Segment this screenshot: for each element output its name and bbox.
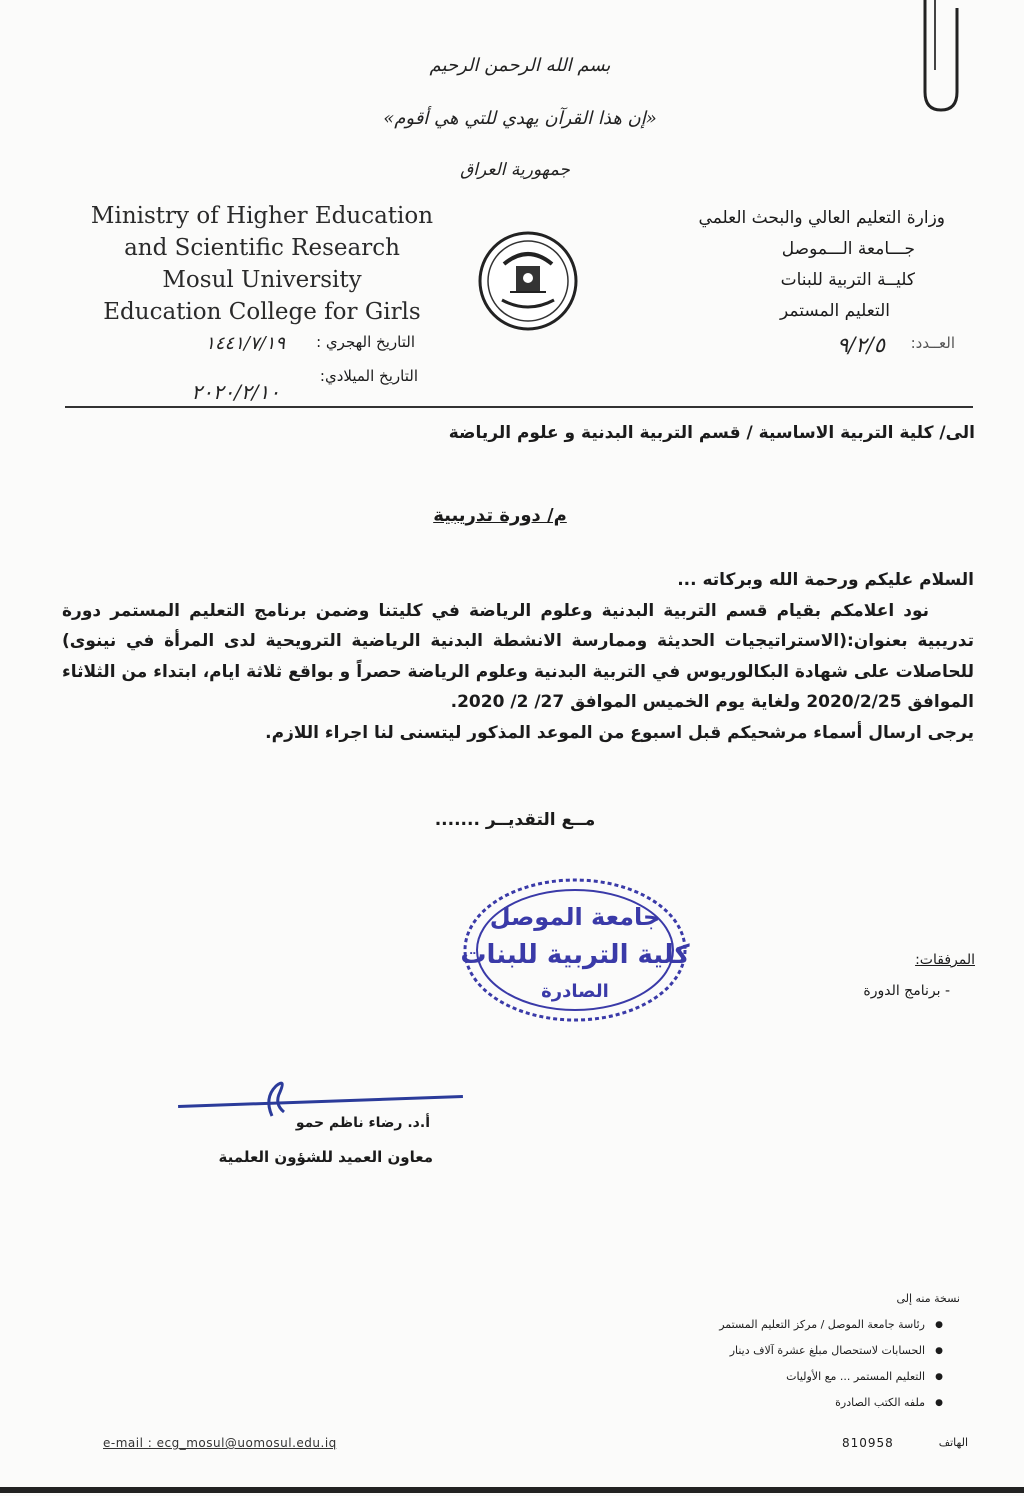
subject-line: م/ دورة تدريبية xyxy=(433,505,567,526)
copies-title: نسخة منه إلى xyxy=(896,1292,960,1305)
paper-clip-icon xyxy=(905,0,965,115)
signature-mark xyxy=(262,1078,292,1118)
letterhead-ministry-en: Ministry of Higher Education xyxy=(90,203,434,229)
basmala: بسم الله الرحمن الرحيم xyxy=(429,55,611,76)
request-paragraph: يرجى ارسال أسماء مرشحيكم قبل اسبوع من الموعد المذكور ليتسنى لنا اجراء اللازم. xyxy=(265,722,974,743)
signatory-title: معاون العميد للشؤون العلمية xyxy=(218,1148,433,1166)
list-item: ● رئاسة جامعة الموصل / مركز التعليم المستمر xyxy=(612,1312,947,1338)
letterhead-ministry-ar: وزارة التعليم العالي والبحث العلمي xyxy=(698,208,945,228)
signatory-name: أ.د. رضاء ناظم حمو xyxy=(295,1115,430,1131)
arabic-letterhead xyxy=(620,203,945,327)
phone-value: 810958 xyxy=(842,1436,894,1450)
header-divider xyxy=(65,406,973,408)
letterhead-university-en: Mosul University xyxy=(162,267,362,293)
signature-stroke xyxy=(178,1095,463,1108)
list-item: ● الحسابات لاستحصال مبلغ عشرة آلاف دينار xyxy=(612,1338,947,1364)
letterhead-university-ar: جـــامعة الـــموصل xyxy=(781,239,915,259)
hijri-date-label: التاريخ الهجري : xyxy=(316,333,415,351)
body-paragraph: نود اعلامكم بقيام قسم التربية البدنية وعلوم الرياضة في كليتنا وضمن برنامج التعليم المستمر دورة تدريبية بعنوان:(الاستراتيجيات الحديثة وممارسة الانشطة البدنية الرياضية الترويحية لدى المرأة في نينوى) للحاصلات على شهادة البكالوريوس في التربية البدنية وعلوم الرياضة حصراً و بواقع ثلاثة ايام، ابتداء من الثلاثاء الموافق 2020/2/25 ولغاية يوم الخميس الموافق 27/ 2/ 2020. xyxy=(62,600,974,712)
quran-motto: «إن هذا القرآن يهدي للتي هي أقوم» xyxy=(383,108,657,129)
list-item: ● ملفه الكتب الصادرة xyxy=(612,1390,947,1416)
bottom-border xyxy=(0,1487,1024,1493)
list-item: ● التعليم المستمر ... مع الأوليات xyxy=(612,1364,947,1390)
email-address: e-mail : ecg_mosul@uomosul.edu.iq xyxy=(103,1436,337,1450)
seal-university: جامعة الموصل xyxy=(489,903,661,931)
letterhead-department-ar: التعليم المستمر xyxy=(780,301,890,321)
gregorian-date-label: التاريخ الميلادي: xyxy=(319,367,418,385)
seal-outgoing: الصادرة xyxy=(541,981,609,1002)
closing-regards: مــع التقديــر ....... xyxy=(434,810,596,830)
official-seal xyxy=(460,875,690,1025)
letter-body xyxy=(62,565,974,748)
gregorian-date-value: ٢٠٢٠/٢/١٠ xyxy=(191,380,280,404)
reference-number-value: ٩/٢/٥ xyxy=(837,333,885,357)
letterhead-college-ar: كليــة التربية للبنات xyxy=(780,270,915,290)
university-logo-icon xyxy=(472,230,584,332)
republic-name: جمهورية العراق xyxy=(460,160,570,180)
attachments-title: المرفقات: xyxy=(915,952,975,968)
letterhead-college-en: Education College for Girls xyxy=(103,299,421,325)
greeting: السلام عليكم ورحمة الله وبركاته ... xyxy=(677,570,974,590)
attachment-item: - برنامج الدورة xyxy=(863,983,950,999)
english-letterhead xyxy=(62,200,462,328)
copies-list xyxy=(612,1312,947,1416)
letterhead-research-en: and Scientific Research xyxy=(124,235,400,261)
seal-college: كلية التربية للبنات xyxy=(460,940,690,970)
addressee: الى/ كلية التربية الاساسية / قسم التربية البدنية و علوم الرياضة xyxy=(448,423,975,443)
hijri-date-value: ١٤٤١/٧/١٩ xyxy=(205,333,285,354)
reference-number-label: العــدد: xyxy=(910,334,955,352)
phone-label: الهاتف xyxy=(938,1436,968,1449)
